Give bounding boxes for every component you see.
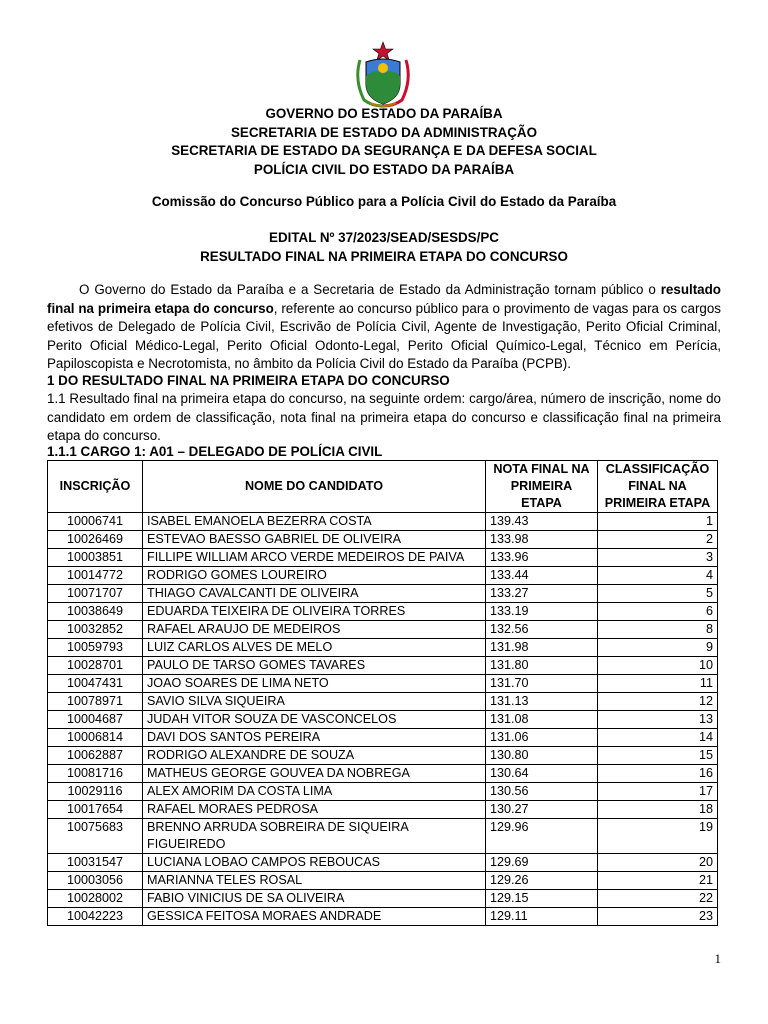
cell-classificacao: 11 [598,675,718,693]
government-header [0,105,768,179]
cell-inscricao: 10004687 [48,711,143,729]
section-1-1-text: 1.1 Resultado final na primeira etapa do concurso, na seguinte ordem: cargo/área, número de inscrição, nome do candidato em ordem de classificação, nota final na primeira etapa do concurso e classificação final na primeira etapa do concurso. [47,391,721,443]
cell-nota: 131.08 [486,711,598,729]
cell-nome: RODRIGO GOMES LOUREIRO [143,567,486,585]
cell-nome: RODRIGO ALEXANDRE DE SOUZA [143,747,486,765]
header-nome: NOME DO CANDIDATO [143,461,486,513]
table-row [48,657,718,675]
cell-classificacao: 17 [598,783,718,801]
cell-nota: 129.96 [486,819,598,854]
table-row [48,872,718,890]
cell-nome: LUCIANA LOBAO CAMPOS REBOUCAS [143,854,486,872]
cell-nota: 129.26 [486,872,598,890]
cell-nome: LUIZ CARLOS ALVES DE MELO [143,639,486,657]
cell-inscricao: 10029116 [48,783,143,801]
cell-nota: 130.80 [486,747,598,765]
cell-classificacao: 19 [598,819,718,854]
cell-nota: 131.80 [486,657,598,675]
cell-inscricao: 10071707 [48,585,143,603]
cell-classificacao: 18 [598,801,718,819]
commission-title-text: Comissão do Concurso Público para a Polícia Civil do Estado da Paraíba [151,194,617,209]
cell-nome: FILLIPE WILLIAM ARCO VERDE MEDEIROS DE PAIVA [143,549,486,567]
cell-classificacao: 2 [598,531,718,549]
cell-inscricao: 10047431 [48,675,143,693]
cell-nota: 133.96 [486,549,598,567]
header-nota [486,461,598,513]
cell-classificacao: 9 [598,639,718,657]
table-row [48,854,718,872]
cell-nota: 129.69 [486,854,598,872]
header-inscricao: INSCRIÇÃO [48,461,143,513]
cell-classificacao: 23 [598,908,718,926]
header-line: POLÍCIA CIVIL DO ESTADO DA PARAÍBA [253,161,515,177]
cell-nota: 130.27 [486,801,598,819]
intro-paragraph [47,281,721,374]
table-row [48,567,718,585]
intro-bold: resultado final na primeira etapa do concurso [47,282,721,316]
cell-nota: 132.56 [486,621,598,639]
cell-nota: 129.15 [486,890,598,908]
cell-inscricao: 10075683 [48,819,143,854]
cell-classificacao: 4 [598,567,718,585]
header-class-line: FINAL NA [628,479,687,493]
header-nota-line: NOTA FINAL NA [493,462,590,476]
cell-classificacao: 16 [598,765,718,783]
cell-nome: EDUARDA TEIXEIRA DE OLIVEIRA TORRES [143,603,486,621]
table-row [48,549,718,567]
table-row [48,908,718,926]
cell-inscricao: 10078971 [48,693,143,711]
cell-nome: GESSICA FEITOSA MORAES ANDRADE [143,908,486,926]
cell-inscricao: 10017654 [48,801,143,819]
table-row [48,819,718,854]
cell-inscricao: 10006741 [48,513,143,531]
cell-nota: 131.06 [486,729,598,747]
cell-nota: 131.13 [486,693,598,711]
table-row [48,603,718,621]
table-row [48,890,718,908]
cell-nota: 139.43 [486,513,598,531]
cargo-title: 1.1.1 CARGO 1: A01 – DELEGADO DE POLÍCIA CIVIL [47,444,383,459]
cell-nome: JUDAH VITOR SOUZA DE VASCONCELOS [143,711,486,729]
cell-nome: ESTEVAO BAESSO GABRIEL DE OLIVEIRA [143,531,486,549]
cell-inscricao: 10028002 [48,890,143,908]
cell-classificacao: 1 [598,513,718,531]
cell-classificacao: 12 [598,693,718,711]
table-row [48,765,718,783]
cell-nome: RAFAEL ARAUJO DE MEDEIROS [143,621,486,639]
cell-nota: 130.56 [486,783,598,801]
cell-nome: MARIANNA TELES ROSAL [143,872,486,890]
cell-inscricao: 10059793 [48,639,143,657]
coat-of-arms-emblem [350,40,416,108]
cell-inscricao: 10032852 [48,621,143,639]
cell-nome: RAFAEL MORAES PEDROSA [143,801,486,819]
cell-nome: ALEX AMORIM DA COSTA LIMA [143,783,486,801]
table-row [48,783,718,801]
cell-inscricao: 10038649 [48,603,143,621]
cell-nome: FABIO VINICIUS DE SA OLIVEIRA [143,890,486,908]
cell-inscricao: 10014772 [48,567,143,585]
intro-part1: O Governo do Estado da Paraíba e a Secretaria de Estado da Administração tornam público o [79,282,661,297]
table-row [48,801,718,819]
cell-classificacao: 3 [598,549,718,567]
table-row [48,513,718,531]
table-row [48,711,718,729]
table-row [48,747,718,765]
cell-nota: 130.64 [486,765,598,783]
cell-classificacao: 20 [598,854,718,872]
table-row [48,729,718,747]
cell-classificacao: 6 [598,603,718,621]
header-nota-line: ETAPA [521,496,562,510]
table-row [48,621,718,639]
cell-nome: BRENNO ARRUDA SOBREIRA DE SIQUEIRA FIGUEIREDO [143,819,486,854]
commission-title [0,193,768,212]
cell-nota: 133.98 [486,531,598,549]
page-number: 1 [714,951,721,966]
cell-inscricao: 10026469 [48,531,143,549]
cell-nome: DAVI DOS SANTOS PEREIRA [143,729,486,747]
cell-classificacao: 21 [598,872,718,890]
cell-inscricao: 10042223 [48,908,143,926]
header-class-line: CLASSIFICAÇÃO [605,462,710,476]
cell-classificacao: 22 [598,890,718,908]
cell-inscricao: 10006814 [48,729,143,747]
cell-classificacao: 5 [598,585,718,603]
results-body [48,513,718,926]
cell-inscricao: 10062887 [48,747,143,765]
cell-nota: 131.70 [486,675,598,693]
header-line: GOVERNO DO ESTADO DA PARAÍBA [265,106,503,121]
cell-nota: 133.19 [486,603,598,621]
cell-nome: MATHEUS GEORGE GOUVEA DA NOBREGA [143,765,486,783]
cell-nome: THIAGO CAVALCANTI DE OLIVEIRA [143,585,486,603]
cell-inscricao: 10081716 [48,765,143,783]
cell-nota: 131.98 [486,639,598,657]
cell-classificacao: 15 [598,747,718,765]
header-class-line: PRIMEIRA ETAPA [604,496,711,510]
header-line: SECRETARIA DE ESTADO DA ADMINISTRAÇÃO [230,124,537,140]
table-row [48,693,718,711]
cell-nome: JOAO SOARES DE LIMA NETO [143,675,486,693]
results-table [47,460,718,926]
header-classificacao [598,461,718,513]
table-row [48,585,718,603]
cell-classificacao: 10 [598,657,718,675]
intro-part2: , referente ao concurso público para o provimento de vagas para os cargos efetivos de Delegado de Polícia Civil, Escrivão de Polícia Civil, Agente de Investigação, Perito Oficial Criminal, Perito Oficial Médico-Legal, Perito Oficial Odonto-Legal, Perito Oficial Químico-Legal, Técnico em Perícia, Papiloscopista e Necrotomista, no âmbito da Polícia Civil do Estado da Paraíba (PCPB). [47,300,721,371]
table-row [48,675,718,693]
cell-classificacao: 8 [598,621,718,639]
cell-classificacao: 14 [598,729,718,747]
cell-classificacao: 13 [598,711,718,729]
cell-inscricao: 10003851 [48,549,143,567]
table-row [48,639,718,657]
cell-inscricao: 10031547 [48,854,143,872]
cell-nota: 129.11 [486,908,598,926]
table-row [48,531,718,549]
cell-inscricao: 10003056 [48,872,143,890]
cell-nome: SAVIO SILVA SIQUEIRA [143,693,486,711]
header-nota-line: PRIMEIRA [510,479,573,493]
table-header-row [48,461,718,513]
cell-nota: 133.44 [486,567,598,585]
cell-nome: PAULO DE TARSO GOMES TAVARES [143,657,486,675]
cell-nota: 133.27 [486,585,598,603]
section-1-title: 1 DO RESULTADO FINAL NA PRIMEIRA ETAPA DO CONCURSO [47,373,450,388]
edital-number: EDITAL Nº 37/2023/SEAD/SESDS/PC [269,230,499,245]
edital-title [0,229,768,266]
edital-subject: RESULTADO FINAL NA PRIMEIRA ETAPA DO CONCURSO [200,248,568,264]
header-line: SECRETARIA DE ESTADO DA SEGURANÇA E DA DEFESA SOCIAL [171,143,597,158]
cell-inscricao: 10028701 [48,657,143,675]
cell-nome: ISABEL EMANOELA BEZERRA COSTA [143,513,486,531]
